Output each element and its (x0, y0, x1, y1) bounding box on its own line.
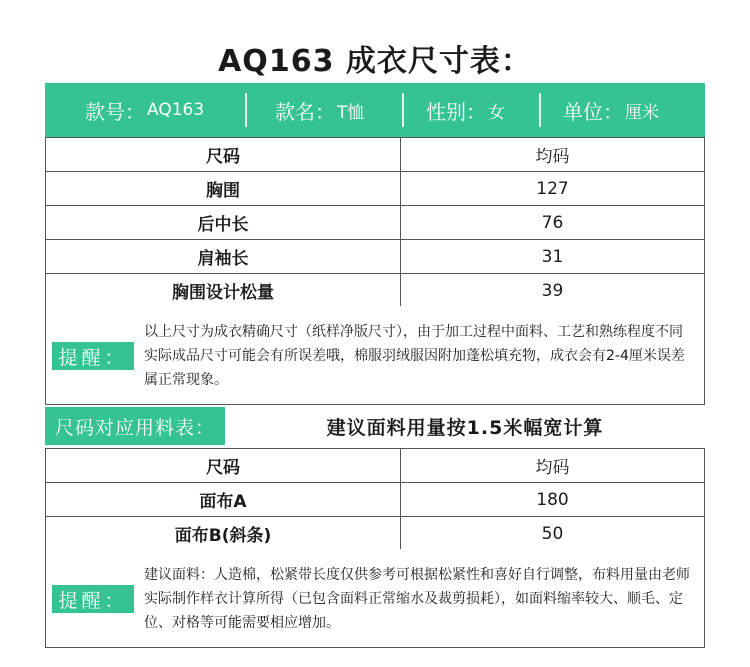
fabric-b-label-cell: 面布B(斜条) (46, 517, 401, 551)
chest-ease-label-cell: 胸围设计松量 (46, 274, 401, 308)
fabric-table (45, 448, 705, 551)
style-name-value: T恤 (337, 102, 365, 123)
fabric-a-label-cell: 面布A (46, 483, 401, 517)
size-table (45, 137, 705, 308)
table-row (46, 483, 705, 517)
gender-value: 女 (488, 102, 505, 123)
fabric-reminder-text: 建议面料：人造棉，松紧带长度仅供参考可根据松紧性和喜好自行调整，布料用量由老师实际制作样衣计算所得（已包含面料正常缩水及裁剪损耗），如面料缩率较大、顺毛、定位、对格等可能需要相应增加。 (144, 567, 690, 631)
fabric-section-tag: 尺码对应用料表： (45, 407, 225, 445)
unit (541, 93, 705, 127)
back-length-value-cell: 76 (401, 206, 705, 240)
fabric-size-value-cell: 均码 (401, 449, 705, 483)
page-title: AQ163 成衣尺寸表： (218, 44, 532, 79)
fabric-b-value-cell: 50 (401, 517, 705, 551)
size-value-cell: 均码 (401, 138, 705, 172)
style-number-label: 款号： (85, 99, 145, 124)
style-name-label: 款名： (275, 99, 335, 124)
table-row (46, 138, 705, 172)
fabric-reminder-box (45, 549, 705, 648)
shoulder-sleeve-value-cell: 31 (401, 240, 705, 274)
table-row (46, 240, 705, 274)
fabric-a-value-cell: 180 (401, 483, 705, 517)
unit-value: 厘米 (625, 102, 659, 123)
table-row (46, 517, 705, 551)
table-row (46, 172, 705, 206)
gender (404, 93, 541, 127)
shoulder-sleeve-label-cell: 肩袖长 (46, 240, 401, 274)
style-number (45, 93, 247, 127)
fabric-section-header (45, 404, 705, 448)
table-row (46, 206, 705, 240)
reminder-box (45, 306, 705, 405)
chest-ease-value-cell: 39 (401, 274, 705, 308)
gender-label: 性别： (426, 99, 486, 124)
table-row (46, 274, 705, 308)
fabric-section-note: 建议面料用量按1.5米幅宽计算 (326, 416, 604, 439)
table-row (46, 449, 705, 483)
back-length-label-cell: 后中长 (46, 206, 401, 240)
style-number-value: AQ163 (147, 100, 205, 120)
reminder-text: 以上尺寸为成衣精确尺寸（纸样净版尺寸），由于加工过程中面料、工艺和熟练程度不同实际成品尺寸可能会有所误差哦，棉服羽绒服因附加蓬松填充物，成衣会有2-4厘米误差属正常现象。 (144, 324, 685, 388)
style-name (247, 93, 404, 127)
header-bar (45, 83, 705, 137)
size-label-cell: 尺码 (46, 138, 401, 172)
unit-label: 单位： (563, 99, 623, 124)
chest-value-cell: 127 (401, 172, 705, 206)
chest-label-cell: 胸围 (46, 172, 401, 206)
fabric-reminder-badge: 提醒： (52, 585, 134, 613)
fabric-size-label-cell: 尺码 (46, 449, 401, 483)
reminder-badge: 提醒： (52, 342, 134, 370)
